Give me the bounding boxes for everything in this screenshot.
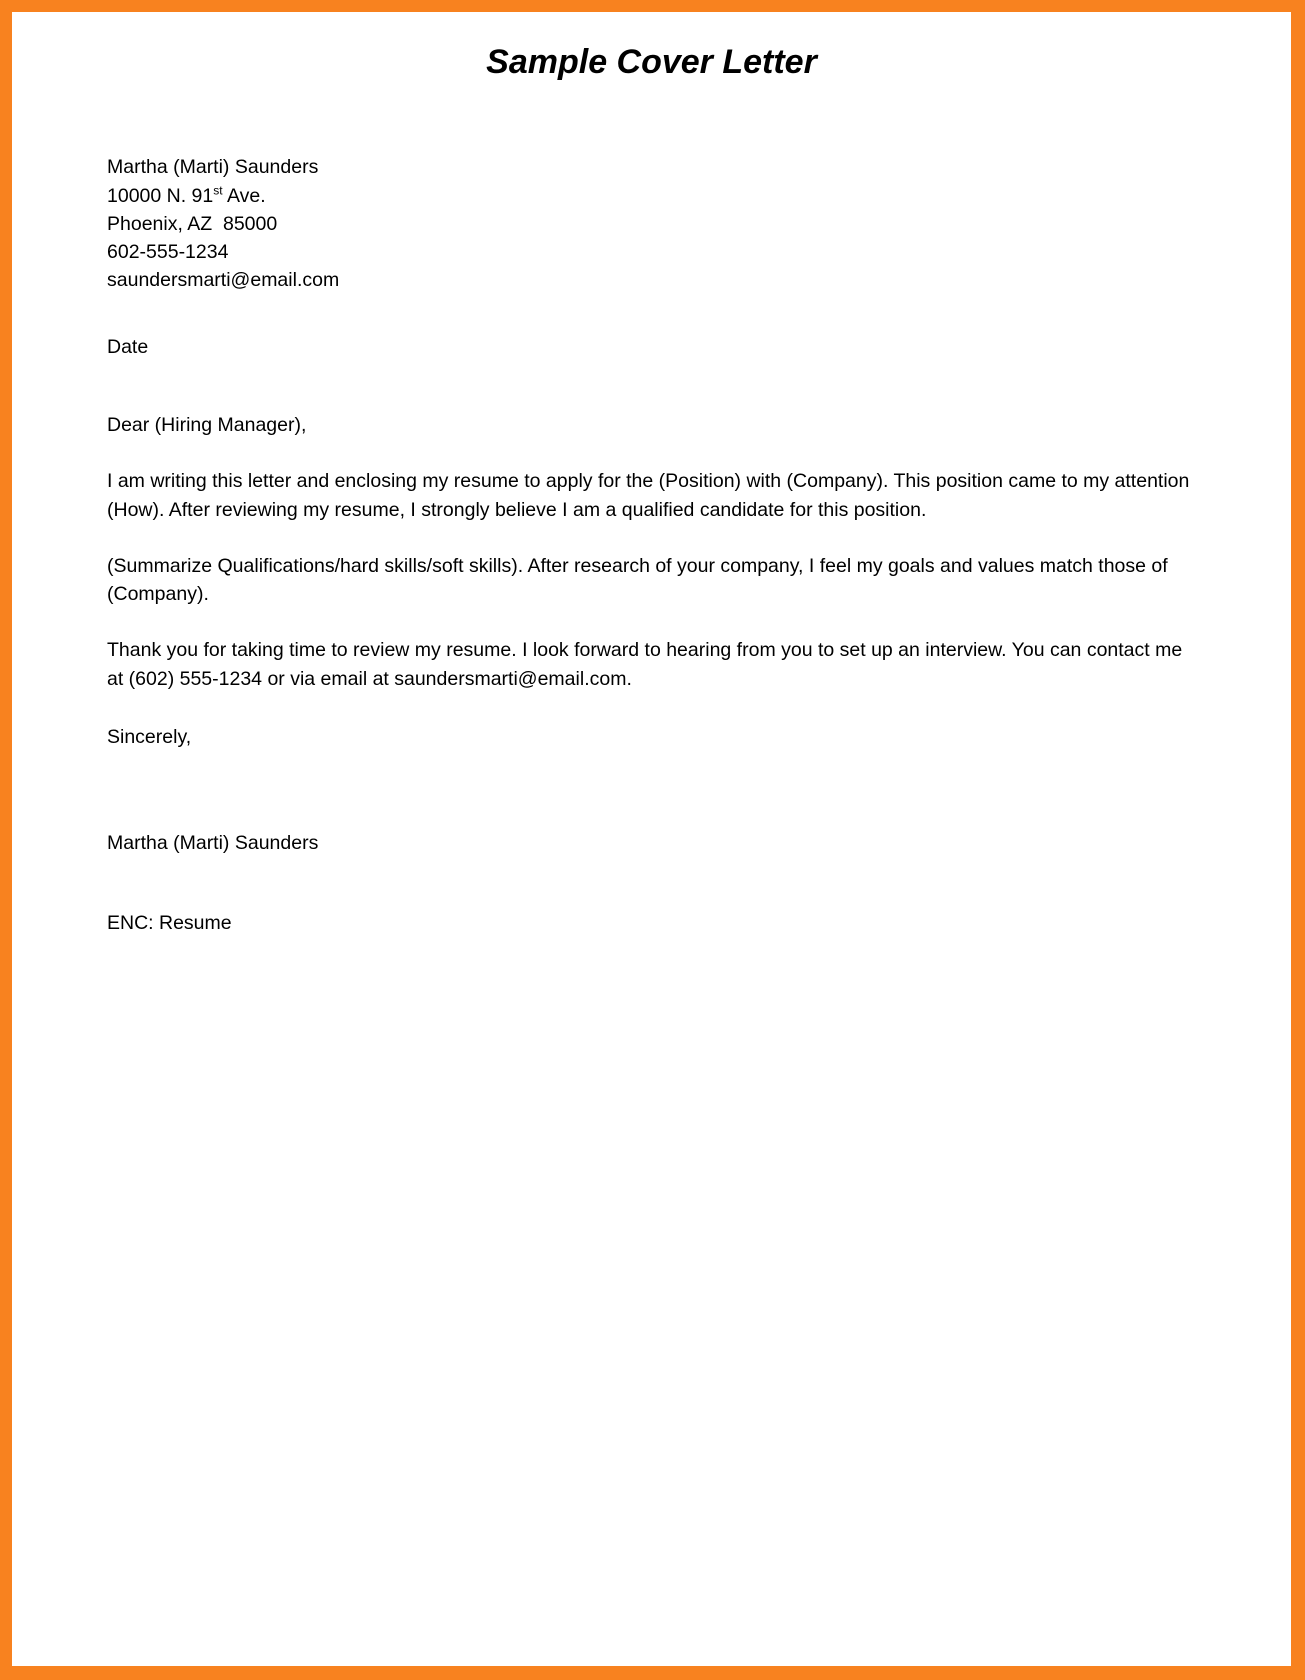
closing-line: Sincerely, (107, 725, 192, 748)
sender-street-number: 10000 N. 91 (107, 184, 214, 207)
date-line: Date (107, 335, 149, 358)
body-paragraph-3: Thank you for taking time to review my resume. I look forward to hearing from you to set up an interview. You can contact me at (602) 555-1234 or via email at saundersmarti@email.com. (107, 639, 1183, 690)
sender-street-suffix: Ave. (222, 184, 266, 207)
sender-name: Martha (Marti) Saunders (107, 156, 319, 179)
sender-street-ordinal: st (213, 183, 223, 198)
document-page (12, 12, 1291, 1666)
enclosure-line: ENC: Resume (107, 912, 232, 935)
sender-street (107, 182, 1199, 210)
signature-name: Martha (Marti) Saunders (107, 832, 319, 855)
body-paragraph-1: I am writing this letter and enclosing my resume to apply for the (Position) with (Company). This position came to my attention (How). After reviewing my resume, I strongly believe I am a qualified candidate for this position. (107, 470, 1190, 521)
sender-address-block (107, 153, 1199, 294)
body-paragraph-2: (Summarize Qualifications/hard skills/soft skills). After research of your company, I feel my goals and values match those of (Company). (107, 554, 1168, 606)
sender-city-state-zip: Phoenix, AZ 85000 (107, 212, 278, 235)
page-title: Sample Cover Letter (486, 43, 817, 81)
sender-email: saundersmarti@email.com (107, 269, 340, 292)
letter-body (12, 153, 1291, 937)
sender-phone: 602-555-1234 (107, 241, 229, 264)
salutation-line: Dear (Hiring Manager), (107, 413, 307, 436)
